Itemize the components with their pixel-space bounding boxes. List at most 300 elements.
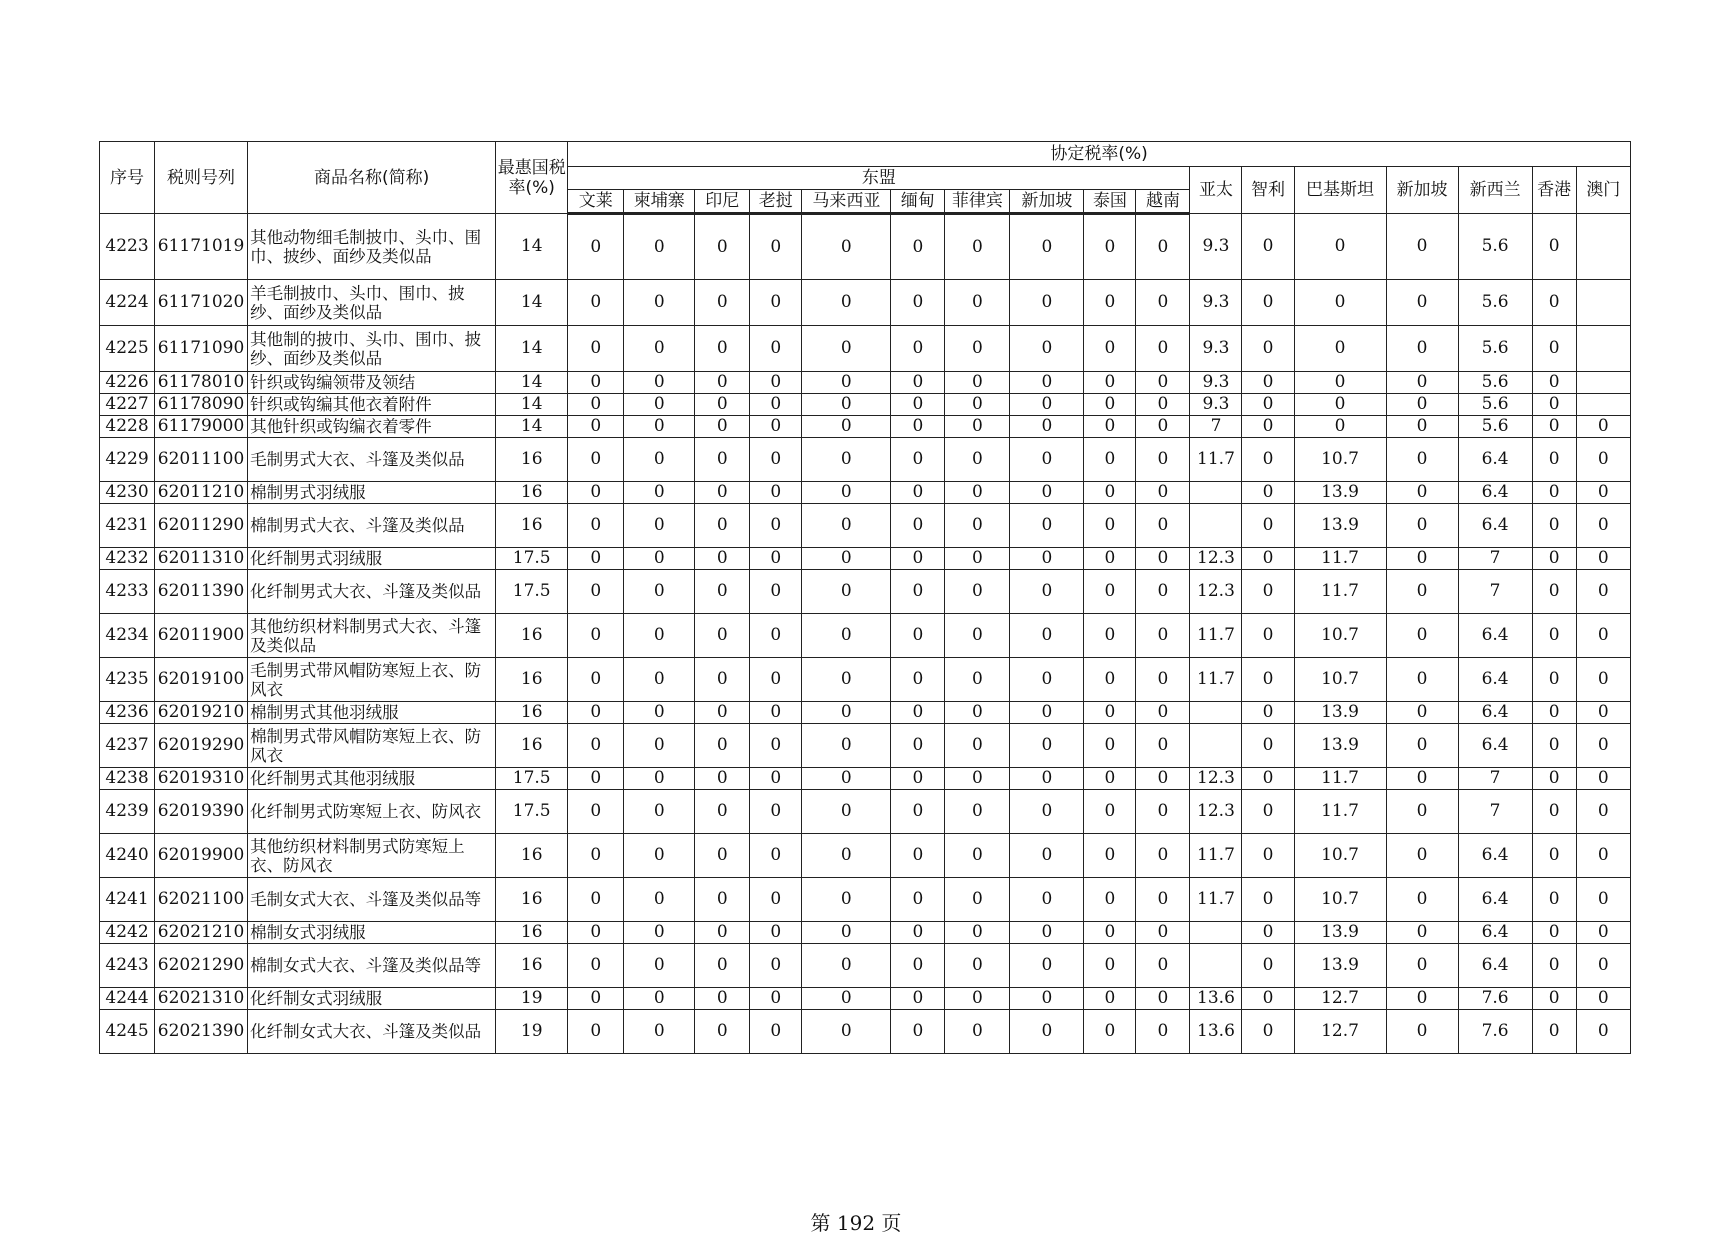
table-row xyxy=(100,280,1631,326)
agreement-rate-cell: 0 xyxy=(1532,768,1576,790)
asean-rate-cell: 0 xyxy=(891,438,945,482)
mfn-rate-cell: 17.5 xyxy=(496,570,568,614)
agreement-rate-cell: 0 xyxy=(1386,702,1458,724)
agreement-rate-cell: 0 xyxy=(1242,702,1294,724)
seq-cell: 4226 xyxy=(100,372,155,394)
asean-rate-cell: 0 xyxy=(1084,944,1136,988)
asean-rate-cell: 0 xyxy=(568,790,624,834)
agreement-rate-cell: 0 xyxy=(1386,326,1458,372)
seq-cell: 4229 xyxy=(100,438,155,482)
asean-rate-cell: 0 xyxy=(891,570,945,614)
asean-rate-cell: 0 xyxy=(802,504,891,548)
asean-rate-cell: 0 xyxy=(1136,878,1190,922)
asean-rate-cell: 0 xyxy=(695,944,750,988)
asean-rate-cell: 0 xyxy=(945,548,1010,570)
agreement-rate-cell: 5.6 xyxy=(1458,214,1532,280)
asean-rate-cell: 0 xyxy=(1136,570,1190,614)
agreement-rate-cell: 13.9 xyxy=(1294,922,1386,944)
mfn-rate-cell: 17.5 xyxy=(496,790,568,834)
asean-rate-cell: 0 xyxy=(802,326,891,372)
asean-rate-cell: 0 xyxy=(750,702,802,724)
asean-rate-cell: 0 xyxy=(891,790,945,834)
asean-rate-cell: 0 xyxy=(891,988,945,1010)
asean-rate-cell: 0 xyxy=(945,768,1010,790)
asean-rate-cell: 0 xyxy=(1084,504,1136,548)
agreement-rate-cell: 0 xyxy=(1242,1010,1294,1054)
asean-rate-cell: 0 xyxy=(1084,658,1136,702)
asean-rate-cell: 0 xyxy=(802,280,891,326)
asean-rate-cell: 0 xyxy=(624,394,695,416)
code-cell: 62021290 xyxy=(155,944,248,988)
agreement-rate-cell: 0 xyxy=(1532,326,1576,372)
code-cell: 61171019 xyxy=(155,214,248,280)
agreement-rate-cell: 13.6 xyxy=(1190,1010,1242,1054)
code-cell: 62021390 xyxy=(155,1010,248,1054)
asean-rate-cell: 0 xyxy=(624,1010,695,1054)
agreement-rate-cell: 0 xyxy=(1242,394,1294,416)
table-row xyxy=(100,768,1631,790)
mfn-rate-cell: 17.5 xyxy=(496,768,568,790)
agreement-rate-cell: 0 xyxy=(1294,394,1386,416)
agreement-rate-cell: 5.6 xyxy=(1458,372,1532,394)
asean-rate-cell: 0 xyxy=(891,922,945,944)
name-cell: 化纤制女式大衣、斗篷及类似品 xyxy=(248,1010,496,1054)
asean-rate-cell: 0 xyxy=(1084,614,1136,658)
mfn-rate-cell: 14 xyxy=(496,372,568,394)
asean-rate-cell: 0 xyxy=(945,922,1010,944)
asean-rate-cell: 0 xyxy=(750,326,802,372)
mfn-rate-cell: 16 xyxy=(496,702,568,724)
asean-rate-cell: 0 xyxy=(891,878,945,922)
asean-rate-cell: 0 xyxy=(624,988,695,1010)
asean-rate-cell: 0 xyxy=(802,724,891,768)
asean-rate-cell: 0 xyxy=(695,438,750,482)
agreement-rate-cell: 10.7 xyxy=(1294,614,1386,658)
asean-rate-cell: 0 xyxy=(1084,416,1136,438)
mfn-rate-cell: 14 xyxy=(496,416,568,438)
asean-rate-cell: 0 xyxy=(624,570,695,614)
agreement-rate-cell: 0 xyxy=(1242,482,1294,504)
asean-rate-cell: 0 xyxy=(568,548,624,570)
header-other: 智利 xyxy=(1242,167,1294,214)
table-row xyxy=(100,1010,1631,1054)
asean-rate-cell: 0 xyxy=(945,724,1010,768)
agreement-rate-cell: 0 xyxy=(1386,988,1458,1010)
agreement-rate-cell: 0 xyxy=(1576,570,1630,614)
agreement-rate-cell: 0 xyxy=(1386,482,1458,504)
name-cell: 毛制女式大衣、斗篷及类似品等 xyxy=(248,878,496,922)
asean-rate-cell: 0 xyxy=(695,658,750,702)
asean-rate-cell: 0 xyxy=(945,790,1010,834)
agreement-rate-cell: 0 xyxy=(1532,614,1576,658)
asean-rate-cell: 0 xyxy=(624,326,695,372)
tariff-table xyxy=(99,141,1631,1054)
name-cell: 其他纺织材料制男式大衣、斗篷及类似品 xyxy=(248,614,496,658)
agreement-rate-cell: 13.9 xyxy=(1294,702,1386,724)
mfn-rate-cell: 17.5 xyxy=(496,548,568,570)
code-cell: 62019900 xyxy=(155,834,248,878)
asean-rate-cell: 0 xyxy=(1084,394,1136,416)
code-cell: 61179000 xyxy=(155,416,248,438)
agreement-rate-cell: 0 xyxy=(1242,614,1294,658)
name-cell: 其他制的披巾、头巾、围巾、披纱、面纱及类似品 xyxy=(248,326,496,372)
asean-rate-cell: 0 xyxy=(624,548,695,570)
asean-rate-cell: 0 xyxy=(1136,438,1190,482)
asean-rate-cell: 0 xyxy=(891,326,945,372)
code-cell: 62021210 xyxy=(155,922,248,944)
asean-rate-cell: 0 xyxy=(1136,922,1190,944)
asean-rate-cell: 0 xyxy=(945,438,1010,482)
name-cell: 棉制男式带风帽防寒短上衣、防风衣 xyxy=(248,724,496,768)
agreement-rate-cell: 0 xyxy=(1532,834,1576,878)
agreement-rate-cell: 0 xyxy=(1386,614,1458,658)
seq-cell: 4245 xyxy=(100,1010,155,1054)
agreement-rate-cell: 0 xyxy=(1532,482,1576,504)
asean-rate-cell: 0 xyxy=(624,658,695,702)
agreement-rate-cell: 7.6 xyxy=(1458,988,1532,1010)
asean-rate-cell: 0 xyxy=(750,416,802,438)
agreement-rate-cell: 9.3 xyxy=(1190,280,1242,326)
asean-rate-cell: 0 xyxy=(568,570,624,614)
asean-rate-cell: 0 xyxy=(1010,214,1084,280)
agreement-rate-cell: 0 xyxy=(1532,944,1576,988)
table-body xyxy=(100,214,1631,1054)
asean-rate-cell: 0 xyxy=(945,416,1010,438)
header-asean-member: 菲律宾 xyxy=(945,190,1010,214)
agreement-rate-cell: 12.3 xyxy=(1190,768,1242,790)
agreement-rate-cell: 0 xyxy=(1386,834,1458,878)
asean-rate-cell: 0 xyxy=(1010,394,1084,416)
asean-rate-cell: 0 xyxy=(945,988,1010,1010)
asean-rate-cell: 0 xyxy=(1084,482,1136,504)
agreement-rate-cell: 11.7 xyxy=(1190,658,1242,702)
agreement-rate-cell: 0 xyxy=(1576,416,1630,438)
agreement-rate-cell: 10.7 xyxy=(1294,438,1386,482)
asean-rate-cell: 0 xyxy=(750,944,802,988)
asean-rate-cell: 0 xyxy=(695,768,750,790)
mfn-rate-cell: 16 xyxy=(496,438,568,482)
asean-rate-cell: 0 xyxy=(1010,658,1084,702)
asean-rate-cell: 0 xyxy=(1010,326,1084,372)
asean-rate-cell: 0 xyxy=(802,394,891,416)
agreement-rate-cell: 6.4 xyxy=(1458,878,1532,922)
asean-rate-cell: 0 xyxy=(695,702,750,724)
agreement-rate-cell: 0 xyxy=(1294,214,1386,280)
asean-rate-cell: 0 xyxy=(568,438,624,482)
asean-rate-cell: 0 xyxy=(891,372,945,394)
asean-rate-cell: 0 xyxy=(568,768,624,790)
asean-rate-cell: 0 xyxy=(1136,790,1190,834)
name-cell: 针织或钩编领带及领结 xyxy=(248,372,496,394)
agreement-rate-cell: 0 xyxy=(1242,570,1294,614)
asean-rate-cell: 0 xyxy=(568,658,624,702)
asean-rate-cell: 0 xyxy=(568,988,624,1010)
asean-rate-cell: 0 xyxy=(891,280,945,326)
asean-rate-cell: 0 xyxy=(802,614,891,658)
asean-rate-cell: 0 xyxy=(802,372,891,394)
agreement-rate-cell: 5.6 xyxy=(1458,326,1532,372)
agreement-rate-cell: 0 xyxy=(1576,438,1630,482)
asean-rate-cell: 0 xyxy=(945,482,1010,504)
asean-rate-cell: 0 xyxy=(802,944,891,988)
agreement-rate-cell: 0 xyxy=(1386,416,1458,438)
table-row xyxy=(100,416,1631,438)
asean-rate-cell: 0 xyxy=(1136,416,1190,438)
code-cell: 62019210 xyxy=(155,702,248,724)
agreement-rate-cell: 12.3 xyxy=(1190,570,1242,614)
header-asean: 东盟 xyxy=(568,167,1190,190)
agreement-rate-cell: 0 xyxy=(1242,834,1294,878)
code-cell: 62021310 xyxy=(155,988,248,1010)
asean-rate-cell: 0 xyxy=(750,834,802,878)
mfn-rate-cell: 14 xyxy=(496,394,568,416)
asean-rate-cell: 0 xyxy=(1084,922,1136,944)
asean-rate-cell: 0 xyxy=(802,834,891,878)
agreement-rate-cell: 9.3 xyxy=(1190,394,1242,416)
code-cell: 61178010 xyxy=(155,372,248,394)
agreement-rate-cell: 0 xyxy=(1532,988,1576,1010)
table-row xyxy=(100,790,1631,834)
asean-rate-cell: 0 xyxy=(624,790,695,834)
asean-rate-cell: 0 xyxy=(695,548,750,570)
asean-rate-cell: 0 xyxy=(750,482,802,504)
agreement-rate-cell: 6.4 xyxy=(1458,438,1532,482)
agreement-rate-cell: 13.9 xyxy=(1294,944,1386,988)
asean-rate-cell: 0 xyxy=(945,1010,1010,1054)
seq-cell: 4234 xyxy=(100,614,155,658)
asean-rate-cell: 0 xyxy=(802,570,891,614)
asean-rate-cell: 0 xyxy=(891,548,945,570)
header-other: 亚太 xyxy=(1190,167,1242,214)
seq-cell: 4227 xyxy=(100,394,155,416)
asean-rate-cell: 0 xyxy=(1010,922,1084,944)
agreement-rate-cell: 6.4 xyxy=(1458,922,1532,944)
agreement-rate-cell xyxy=(1190,922,1242,944)
agreement-rate-cell: 7 xyxy=(1190,416,1242,438)
seq-cell: 4225 xyxy=(100,326,155,372)
agreement-rate-cell: 0 xyxy=(1386,438,1458,482)
table-row xyxy=(100,394,1631,416)
code-cell: 61171020 xyxy=(155,280,248,326)
agreement-rate-cell: 11.7 xyxy=(1190,834,1242,878)
agreement-rate-cell: 0 xyxy=(1294,280,1386,326)
header-asean-member: 越南 xyxy=(1136,190,1190,214)
agreement-rate-cell: 0 xyxy=(1386,724,1458,768)
agreement-rate-cell: 0 xyxy=(1294,326,1386,372)
asean-rate-cell: 0 xyxy=(624,416,695,438)
seq-cell: 4232 xyxy=(100,548,155,570)
agreement-rate-cell: 9.3 xyxy=(1190,326,1242,372)
asean-rate-cell: 0 xyxy=(568,504,624,548)
name-cell: 化纤制男式羽绒服 xyxy=(248,548,496,570)
agreement-rate-cell: 0 xyxy=(1576,548,1630,570)
table-row xyxy=(100,214,1631,280)
code-cell: 61178090 xyxy=(155,394,248,416)
asean-rate-cell: 0 xyxy=(750,724,802,768)
agreement-rate-cell xyxy=(1190,482,1242,504)
asean-rate-cell: 0 xyxy=(1084,724,1136,768)
agreement-rate-cell: 0 xyxy=(1242,504,1294,548)
asean-rate-cell: 0 xyxy=(568,1010,624,1054)
asean-rate-cell: 0 xyxy=(1084,570,1136,614)
seq-cell: 4231 xyxy=(100,504,155,548)
code-cell: 62019100 xyxy=(155,658,248,702)
asean-rate-cell: 0 xyxy=(1084,768,1136,790)
name-cell: 棉制男式其他羽绒服 xyxy=(248,702,496,724)
agreement-rate-cell: 12.7 xyxy=(1294,988,1386,1010)
asean-rate-cell: 0 xyxy=(1010,768,1084,790)
asean-rate-cell: 0 xyxy=(750,372,802,394)
seq-cell: 4239 xyxy=(100,790,155,834)
table-row xyxy=(100,372,1631,394)
asean-rate-cell: 0 xyxy=(891,834,945,878)
agreement-rate-cell: 12.3 xyxy=(1190,548,1242,570)
mfn-rate-cell: 16 xyxy=(496,724,568,768)
mfn-rate-cell: 19 xyxy=(496,988,568,1010)
asean-rate-cell: 0 xyxy=(1010,416,1084,438)
agreement-rate-cell: 0 xyxy=(1386,944,1458,988)
asean-rate-cell: 0 xyxy=(624,280,695,326)
asean-rate-cell: 0 xyxy=(945,614,1010,658)
page-number: 第 192 页 xyxy=(810,1211,902,1235)
agreement-rate-cell: 0 xyxy=(1386,394,1458,416)
agreement-rate-cell: 6.4 xyxy=(1458,482,1532,504)
agreement-rate-cell: 6.4 xyxy=(1458,504,1532,548)
header-other: 新西兰 xyxy=(1458,167,1532,214)
agreement-rate-cell: 0 xyxy=(1532,878,1576,922)
name-cell: 化纤制男式其他羽绒服 xyxy=(248,768,496,790)
table-row xyxy=(100,548,1631,570)
agreement-rate-cell: 5.6 xyxy=(1458,416,1532,438)
asean-rate-cell: 0 xyxy=(750,504,802,548)
agreement-rate-cell: 6.4 xyxy=(1458,724,1532,768)
agreement-rate-cell: 9.3 xyxy=(1190,372,1242,394)
asean-rate-cell: 0 xyxy=(802,438,891,482)
name-cell: 棉制男式大衣、斗篷及类似品 xyxy=(248,504,496,548)
seq-cell: 4241 xyxy=(100,878,155,922)
agreement-rate-cell: 6.4 xyxy=(1458,614,1532,658)
code-cell: 62019310 xyxy=(155,768,248,790)
asean-rate-cell: 0 xyxy=(1084,790,1136,834)
name-cell: 棉制女式羽绒服 xyxy=(248,922,496,944)
asean-rate-cell: 0 xyxy=(891,416,945,438)
agreement-rate-cell: 0 xyxy=(1576,482,1630,504)
agreement-rate-cell: 0 xyxy=(1242,878,1294,922)
asean-rate-cell: 0 xyxy=(1136,702,1190,724)
agreement-rate-cell: 5.6 xyxy=(1458,280,1532,326)
asean-rate-cell: 0 xyxy=(568,326,624,372)
asean-rate-cell: 0 xyxy=(1084,878,1136,922)
asean-rate-cell: 0 xyxy=(945,326,1010,372)
agreement-rate-cell: 0 xyxy=(1532,504,1576,548)
agreement-rate-cell: 11.7 xyxy=(1294,570,1386,614)
name-cell: 其他动物细毛制披巾、头巾、围巾、披纱、面纱及类似品 xyxy=(248,214,496,280)
table-row xyxy=(100,326,1631,372)
asean-rate-cell: 0 xyxy=(1136,504,1190,548)
table-row xyxy=(100,482,1631,504)
code-cell: 61171090 xyxy=(155,326,248,372)
agreement-rate-cell: 0 xyxy=(1532,416,1576,438)
agreement-rate-cell: 13.6 xyxy=(1190,988,1242,1010)
agreement-rate-cell: 0 xyxy=(1532,372,1576,394)
agreement-rate-cell: 0 xyxy=(1576,834,1630,878)
seq-cell: 4235 xyxy=(100,658,155,702)
agreement-rate-cell: 0 xyxy=(1532,702,1576,724)
agreement-rate-cell xyxy=(1576,372,1630,394)
agreement-rate-cell: 0 xyxy=(1242,724,1294,768)
agreement-rate-cell: 0 xyxy=(1576,702,1630,724)
agreement-rate-cell: 0 xyxy=(1294,372,1386,394)
asean-rate-cell: 0 xyxy=(624,878,695,922)
asean-rate-cell: 0 xyxy=(695,416,750,438)
code-cell: 62011100 xyxy=(155,438,248,482)
asean-rate-cell: 0 xyxy=(945,394,1010,416)
asean-rate-cell: 0 xyxy=(750,922,802,944)
name-cell: 化纤制男式大衣、斗篷及类似品 xyxy=(248,570,496,614)
name-cell: 化纤制男式防寒短上衣、防风衣 xyxy=(248,790,496,834)
agreement-rate-cell: 12.3 xyxy=(1190,790,1242,834)
agreement-rate-cell: 9.3 xyxy=(1190,214,1242,280)
mfn-rate-cell: 16 xyxy=(496,922,568,944)
mfn-rate-cell: 16 xyxy=(496,658,568,702)
asean-rate-cell: 0 xyxy=(1010,372,1084,394)
name-cell: 棉制男式羽绒服 xyxy=(248,482,496,504)
agreement-rate-cell: 0 xyxy=(1576,724,1630,768)
asean-rate-cell: 0 xyxy=(1084,214,1136,280)
code-cell: 62011310 xyxy=(155,548,248,570)
asean-rate-cell: 0 xyxy=(750,1010,802,1054)
agreement-rate-cell: 0 xyxy=(1576,658,1630,702)
table-row xyxy=(100,944,1631,988)
agreement-rate-cell: 0 xyxy=(1242,438,1294,482)
asean-rate-cell: 0 xyxy=(1136,394,1190,416)
asean-rate-cell: 0 xyxy=(568,372,624,394)
code-cell: 62011210 xyxy=(155,482,248,504)
asean-rate-cell: 0 xyxy=(568,702,624,724)
agreement-rate-cell: 0 xyxy=(1576,614,1630,658)
asean-rate-cell: 0 xyxy=(802,416,891,438)
asean-rate-cell: 0 xyxy=(802,988,891,1010)
agreement-rate-cell: 13.9 xyxy=(1294,482,1386,504)
asean-rate-cell: 0 xyxy=(1010,504,1084,548)
header-asean-member: 老挝 xyxy=(750,190,802,214)
seq-cell: 4224 xyxy=(100,280,155,326)
agreement-rate-cell: 7.6 xyxy=(1458,1010,1532,1054)
agreement-rate-cell: 10.7 xyxy=(1294,834,1386,878)
header-other: 香港 xyxy=(1532,167,1576,214)
agreement-rate-cell: 0 xyxy=(1242,768,1294,790)
asean-rate-cell: 0 xyxy=(1084,1010,1136,1054)
asean-rate-cell: 0 xyxy=(695,482,750,504)
seq-cell: 4230 xyxy=(100,482,155,504)
table-row xyxy=(100,922,1631,944)
asean-rate-cell: 0 xyxy=(1136,658,1190,702)
mfn-rate-cell: 16 xyxy=(496,482,568,504)
name-cell: 棉制女式大衣、斗篷及类似品等 xyxy=(248,944,496,988)
asean-rate-cell: 0 xyxy=(802,790,891,834)
agreement-rate-cell: 0 xyxy=(1242,790,1294,834)
asean-rate-cell: 0 xyxy=(1084,372,1136,394)
asean-rate-cell: 0 xyxy=(624,724,695,768)
name-cell: 羊毛制披巾、头巾、围巾、披纱、面纱及类似品 xyxy=(248,280,496,326)
table-row xyxy=(100,834,1631,878)
agreement-rate-cell: 6.4 xyxy=(1458,658,1532,702)
code-cell: 62011390 xyxy=(155,570,248,614)
header-code: 税则号列 xyxy=(155,142,248,214)
mfn-rate-cell: 14 xyxy=(496,326,568,372)
agreement-rate-cell: 0 xyxy=(1386,504,1458,548)
asean-rate-cell: 0 xyxy=(1084,280,1136,326)
